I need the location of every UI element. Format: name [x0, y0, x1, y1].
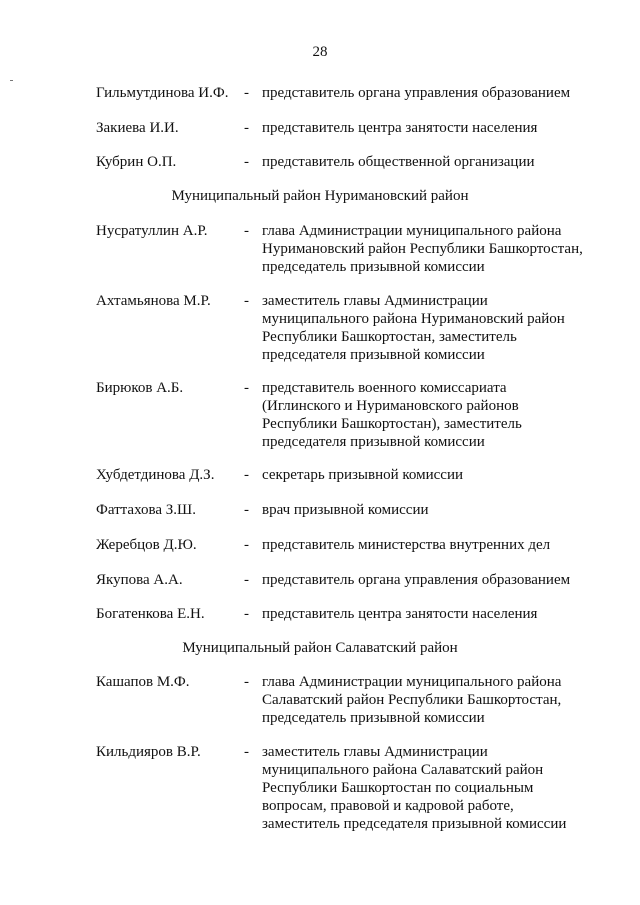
role-line: Нуримановский район Республики Башкортостан, — [262, 241, 583, 257]
role-line: представитель министерства внутренних дел — [262, 537, 551, 553]
section-title: Муниципальный район Салаватский район — [182, 640, 458, 656]
member-name: Ахтамьянова М.Р. — [96, 293, 211, 309]
member-role — [262, 605, 622, 623]
member-name: Закиева И.И. — [96, 120, 179, 136]
role-line: представитель общественной организации — [262, 154, 535, 170]
role-line: представитель органа управления образованием — [262, 572, 571, 588]
member-name: Жеребцов Д.Ю. — [96, 537, 197, 553]
dash: - — [244, 502, 249, 518]
member-role — [262, 222, 622, 276]
role-line: заместитель главы Администрации — [262, 744, 488, 760]
role-line: заместитель главы Администрации — [262, 293, 488, 309]
role-line: глава Администрации муниципального района — [262, 674, 562, 690]
dash: - — [244, 120, 249, 136]
role-line: вопросам, правовой и кадровой работе, — [262, 798, 514, 814]
role-line: муниципального района Нуримановский район — [262, 311, 565, 327]
member-role — [262, 571, 622, 589]
member-role — [262, 153, 622, 171]
member-name: Фаттахова З.Ш. — [96, 502, 196, 518]
member-role — [262, 84, 622, 102]
dash: - — [244, 154, 249, 170]
section-title: Муниципальный район Нуримановский район — [171, 188, 469, 204]
member-role — [262, 536, 622, 554]
member-role — [262, 292, 622, 364]
role-line: заместитель председателя призывной комиссии — [262, 816, 567, 832]
role-line: (Иглинского и Нуримановского районов — [262, 398, 519, 414]
dash: - — [244, 293, 249, 309]
dash: - — [244, 572, 249, 588]
role-line: председатель призывной комиссии — [262, 710, 485, 726]
role-line: Республики Башкортостан, заместитель — [262, 329, 517, 345]
role-line: врач призывной комиссии — [262, 502, 429, 518]
role-line: Салаватский район Республики Башкортостан, — [262, 692, 562, 708]
dash: - — [244, 85, 249, 101]
dash: - — [244, 674, 249, 690]
role-line: председателя призывной комиссии — [262, 434, 485, 450]
member-name: Нусратуллин А.Р. — [96, 223, 208, 239]
dash: - — [244, 744, 249, 760]
member-name: Якупова А.А. — [96, 572, 183, 588]
role-line: муниципального района Салаватский район — [262, 762, 544, 778]
dash: - — [244, 606, 249, 622]
role-line: секретарь призывной комиссии — [262, 467, 464, 483]
dash: - — [244, 467, 249, 483]
role-line: глава Администрации муниципального района — [262, 223, 562, 239]
dash: - — [244, 380, 249, 396]
role-line: председателя призывной комиссии — [262, 347, 485, 363]
member-name: Хубдетдинова Д.З. — [96, 467, 215, 483]
role-line: представитель центра занятости населения — [262, 120, 538, 136]
member-name: Кильдияров В.Р. — [96, 744, 201, 760]
dash: - — [244, 223, 249, 239]
scan-mark — [10, 80, 13, 81]
role-line: представитель органа управления образованием — [262, 85, 571, 101]
member-role — [262, 119, 622, 137]
page-number: 28 — [312, 44, 328, 60]
member-name: Бирюков А.Б. — [96, 380, 184, 396]
member-name: Кашапов М.Ф. — [96, 674, 190, 690]
member-role — [262, 743, 622, 833]
member-role — [262, 501, 622, 519]
role-line: представитель центра занятости населения — [262, 606, 538, 622]
member-name: Богатенкова Е.Н. — [96, 606, 205, 622]
member-role — [262, 673, 622, 727]
role-line: Республики Башкортостан по социальным — [262, 780, 534, 796]
member-name: Кубрин О.П. — [96, 154, 177, 170]
member-role — [262, 466, 622, 484]
member-role — [262, 379, 622, 451]
role-line: председатель призывной комиссии — [262, 259, 485, 275]
dash: - — [244, 537, 249, 553]
role-line: Республики Башкортостан), заместитель — [262, 416, 522, 432]
role-line: представитель военного комиссариата — [262, 380, 507, 396]
member-name: Гильмутдинова И.Ф. — [96, 85, 229, 101]
